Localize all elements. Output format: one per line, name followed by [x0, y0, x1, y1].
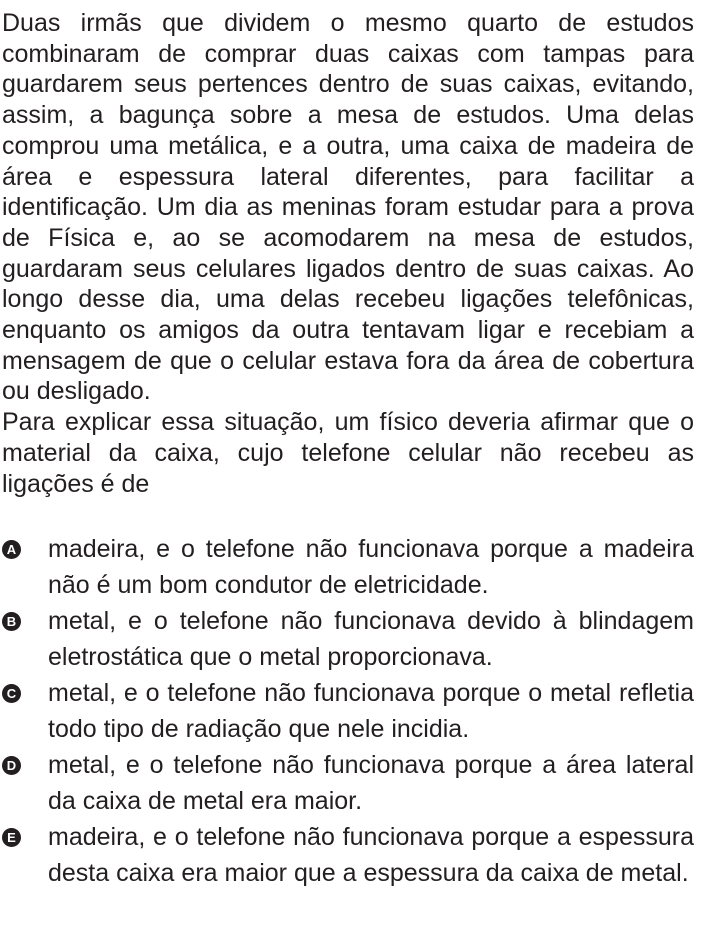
question-page [2, 8, 694, 891]
alternative-letter-badge: B [2, 612, 21, 631]
alternative-e[interactable] [2, 819, 694, 891]
question-stem [2, 8, 694, 499]
alternative-d[interactable] [2, 747, 694, 819]
alternative-letter-badge: D [2, 756, 21, 775]
stem-paragraph: Duas irmãs que dividem o mesmo quarto de estudos combinaram de comprar duas caixas com tampas para guardarem seus pertences dentro de suas caixas, evitando, assim, a bagunça sobre a mesa de estudos. Uma delas comprou uma metálica, e a outra, uma caixa de madeira de área e espessura lateral diferentes, para facilitar a identificação. Um dia as meninas foram estudar para a prova de Física e, ao se acomodarem na mesa de estudos, guardaram seus celulares ligados dentro de suas caixas. Ao longo desse dia, uma delas recebeu ligações telefônicas, enquanto os amigos da outra tentavam ligar e recebiam a mensagem de que o celular estava fora da área de cobertura ou desligado. [2, 9, 694, 406]
alternative-text: madeira, e o telefone não funcionava porque a espessura desta caixa era maior que a espessura da caixa de metal. [48, 823, 694, 888]
alternative-c[interactable] [2, 675, 694, 747]
alternative-a[interactable] [2, 531, 694, 603]
alternative-letter-badge: C [2, 684, 21, 703]
stem-paragraph: Para explicar essa situação, um físico deveria afirmar que o material da caixa, cujo telefone celular não recebeu as ligações é de [2, 408, 694, 498]
alternative-text: metal, e o telefone não funcionava porque o metal refletia todo tipo de radiação que nele incidia. [48, 679, 694, 744]
alternative-text: madeira, e o telefone não funcionava porque a madeira não é um bom condutor de eletricidade. [48, 535, 694, 600]
alternative-text: metal, e o telefone não funcionava porque a área lateral da caixa de metal era maior. [48, 751, 694, 816]
alternative-text: metal, e o telefone não funcionava devido à blindagem eletrostática que o metal proporcionava. [48, 607, 694, 672]
alternative-letter-badge: A [2, 540, 21, 559]
alternative-b[interactable] [2, 603, 694, 675]
alternatives-list [2, 531, 694, 891]
alternative-letter-badge: E [2, 828, 21, 847]
